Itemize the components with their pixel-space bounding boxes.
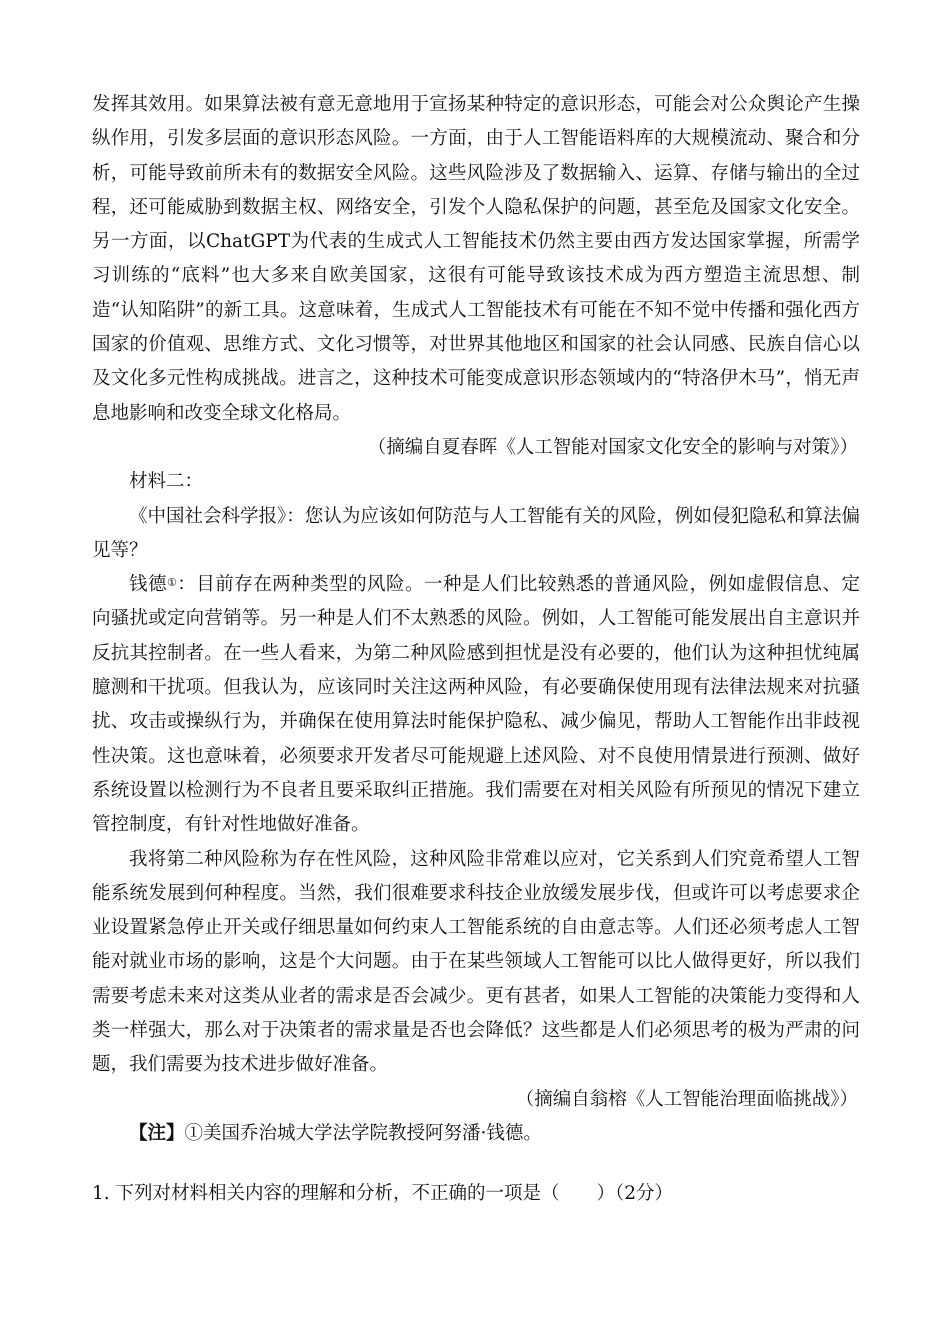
material2-label: 材料二： — [129, 471, 204, 493]
answer-text: ：目前存在两种类型的风险。一种是人们比较熟悉的普通风险，例如虚假信息、定向骚扰或定向营销等。另一种是人们不太熟悉的风险。例如，人工智能可能发展出自主意识并反抗其控制者。在一些人看来，为第二种风险感到担忧是没有必要的，他们认为这种担忧纯属臆测和干扰项。但我认为，应该同时关注这两种风险，有必要确保使用现有法律法规来对抗骚扰、攻击或操纵行为，并确保在使用算法时能保护隐私、减少偏见，帮助人工智能作出非歧视性决策。这也意味着，必须要求开发者尽可能规避上述风险、对不良使用情景进行预测、做好系统设置以检测行为不良者且要采取纠正措施。我们需要在对相关风险有所预见的情况下建立管控制度，有针对性地做好准备。 — [92, 574, 860, 836]
footnote-tag: 【注】 — [129, 1122, 185, 1144]
footnote-mark: ① — [166, 576, 178, 590]
document-content — [92, 88, 860, 1212]
material1-source: （摘编自夏春晖《人工智能对国家文化安全的影响与对策》） — [367, 436, 858, 458]
interview-answer-1 — [92, 568, 860, 842]
answer-speaker: 钱德 — [129, 574, 167, 596]
interview-question: 《中国社会科学报》：您认为应该如何防范与人工智能有关的风险，例如侵犯隐私和算法偏见等？ — [92, 505, 860, 561]
footnote-text: ①美国乔治城大学法学院教授阿努潘·钱德。 — [184, 1122, 542, 1144]
material1-paragraph: 发挥其效用。如果算法被有意无意地用于宣扬某种特定的意识形态，可能会对公众舆论产生操纵作用，引发多层面的意识形态风险。一方面，由于人工智能语料库的大规模流动、聚合和分析，可能导致前所未有的数据安全风险。这些风险涉及了数据输入、运算、存储与输出的全过程，还可能威胁到数据主权、网络安全，引发个人隐私保护的问题，甚至危及国家文化安全。另一方面，以ChatGPT为代表的生成式人工智能技术仍然主要由西方发达国家掌握，所需学习训练的“底料”也大多来自欧美国家，这很有可能导致该技术成为西方塑造主流思想、制造“认知陷阱”的新工具。这意味着，生成式人工智能技术有可能在不知不觉中传播和强化西方国家的价值观、思维方式、文化习惯等，对世界其他地区和国家的社会认同感、民族自信心以及文化多元性构成挑战。进言之，这种技术可能变成意识形态领域内的“特洛伊木马”，悄无声息地影响和改变全球文化格局。 — [92, 94, 860, 424]
footnote — [92, 1117, 860, 1151]
interview-answer-2: 我将第二种风险称为存在性风险，这种风险非常难以应对，它关系到人们究竟希望人工智能系统发展到何种程度。当然，我们很难要求科技企业放缓发展步伐，但或许可以考虑要求企业设置紧急停止开关或仔细思量如何约束人工智能系统的自由意志等。人们还必须考虑人工智能对就业市场的影响，这是个大问题。由于在某些领域人工智能可以比人做得更好，所以我们需要考虑未来对这类从业者的需求是否会减少。更有甚者，如果人工智能的决策能力变得和人类一样强大，那么对于决策者的需求量是否也会降低？这些都是人们必须思考的极为严肃的问题，我们需要为技术进步做好准备。 — [92, 848, 860, 1076]
material2-source: （摘编自翁榕《人工智能治理面临挑战》） — [515, 1088, 858, 1110]
question-1: 1. 下列对材料相关内容的理解和分析，不正确的一项是（ ）（2分） — [92, 1183, 674, 1205]
